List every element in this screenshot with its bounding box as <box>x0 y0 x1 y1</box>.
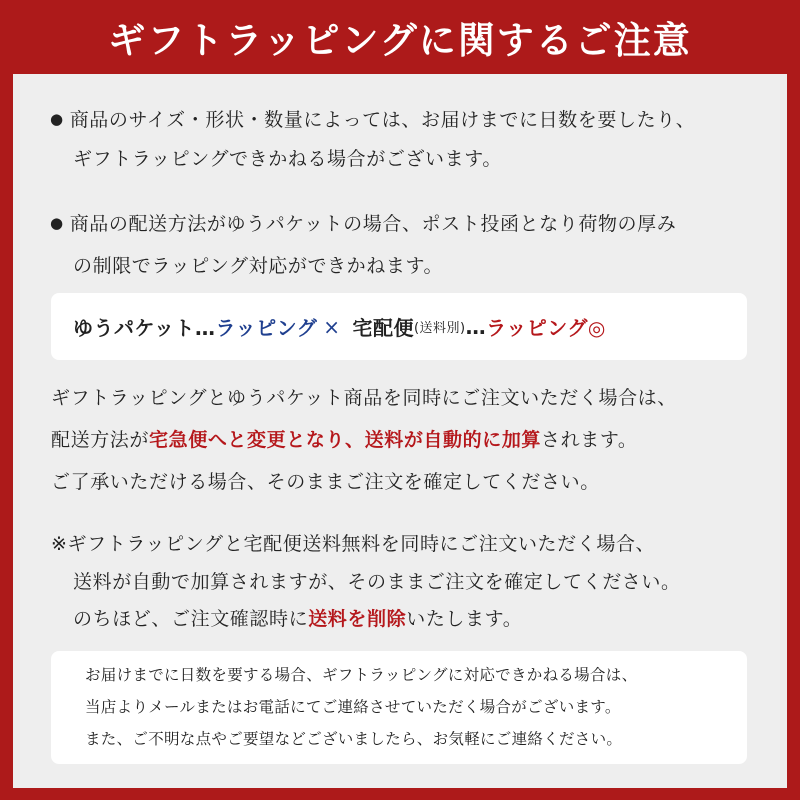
para-1-highlight: 宅急便へと変更となり、送料が自動的に加算 <box>149 429 542 451</box>
para-1-text-a: 配送方法が <box>51 429 150 451</box>
bullet-2-line-1 <box>50 210 676 239</box>
yupacket-label: ゆうパケット… <box>73 316 216 340</box>
note-line-2: 当店よりメールまたはお電話にてご連絡させていただく場合がございます。 <box>85 698 621 716</box>
dots-separator: … <box>465 314 487 339</box>
page-title: ギフトラッピングに関するご注意 <box>108 19 692 62</box>
shipping-separate-label: (送料別) <box>413 321 466 336</box>
bullet-1-line-2: ギフトラッピングできかねる場合がございます。 <box>73 148 502 170</box>
header <box>0 0 800 74</box>
takuhaibin-label: 宅配便 <box>352 316 414 340</box>
notice-panel <box>13 74 787 788</box>
para-2-highlight: 送料を削除 <box>308 608 407 630</box>
bullet-icon: ● <box>50 110 64 128</box>
para-2-line-2: 送料が自動で加算されますが、そのままご注文を確定してください。 <box>73 571 681 593</box>
note-line-1: お届けまでに日数を要する場合、ギフトラッピングに対応できかねる場合は、 <box>85 666 638 684</box>
note-line-3: また、ご不明な点やご要望などございましたら、お気軽にご連絡ください。 <box>85 730 623 748</box>
bullet-1-line-1 <box>50 106 695 135</box>
contact-note-box <box>51 651 747 764</box>
para-2-text-a: のちほど、ご注文確認時に <box>73 608 309 630</box>
yupacket-wrapping-status: ラッピング <box>215 316 318 340</box>
para-2-line-1: ※ギフトラッピングと宅配便送料無料を同時にご注文いただく場合、 <box>51 533 656 555</box>
bullet-2-text-1: 商品の配送方法がゆうパケットの場合、ポスト投函となり荷物の厚み <box>69 213 677 235</box>
bullet-1-text-1: 商品のサイズ・形状・数量によっては、お届けまでに日数を要したり、 <box>69 109 696 131</box>
bullet-2-line-2: の制限でラッピング対応ができかねます。 <box>73 255 444 277</box>
para-1-line-1: ギフトラッピングとゆうパケット商品を同時にご注文いただく場合は、 <box>51 387 677 409</box>
para-2-line-3 <box>73 605 522 633</box>
para-1-line-2 <box>51 426 638 454</box>
bullet-icon: ● <box>50 214 64 232</box>
para-2-text-c: いたします。 <box>406 608 523 630</box>
shipping-comparison-box <box>51 293 747 360</box>
para-1-line-3: ご了承いただける場合、そのままご注文を確定してください。 <box>51 471 600 493</box>
takuhaibin-wrapping-status: ラッピング◎ <box>486 316 606 340</box>
not-available-mark: × <box>323 314 341 339</box>
shipping-comparison <box>51 293 747 360</box>
para-1-text-c: されます。 <box>541 429 638 451</box>
